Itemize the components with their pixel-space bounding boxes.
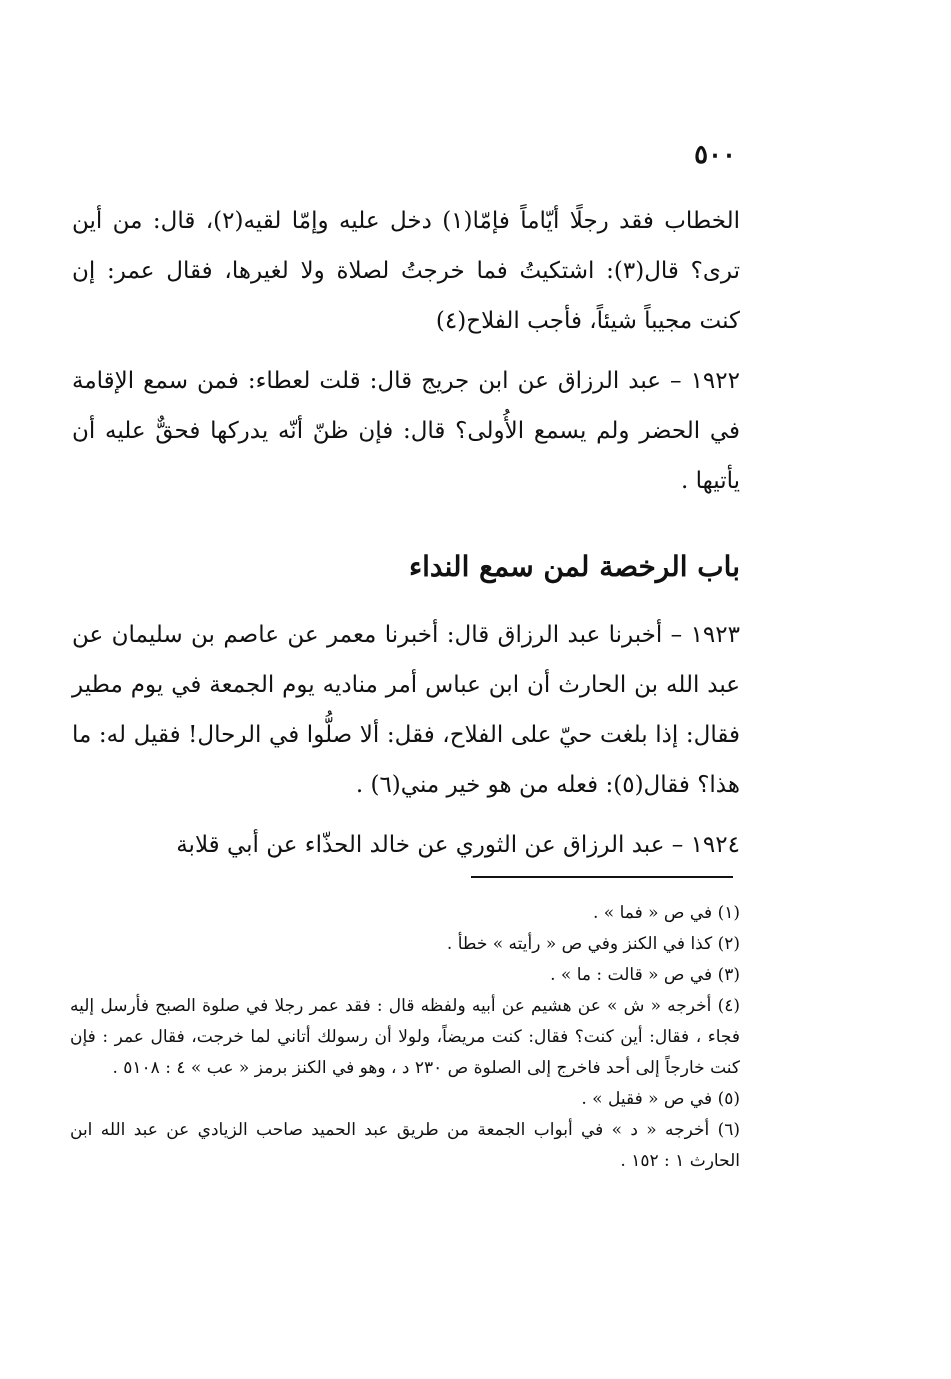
main-text: [72, 196, 740, 880]
footnotes: [70, 898, 740, 1177]
hadith-1923: ١٩٢٣ – أخبرنا عبد الرزاق قال: أخبرنا معمر عن عاصم بن سليمان عن عبد الله بن الحارث أن ابن عباس أمر مناديه يوم الجمعة في يوم مطير فقال: إذا بلغت حيّ على الفلاح، فقل: ألا صلُّوا في الرحال! فقيل له: ما هذا؟ فقال(٥): فعله من هو خير مني(٦) .: [72, 622, 740, 798]
footnote-3: (٣) في ص « قالت : ما » .: [550, 965, 740, 985]
footnote-5: (٥) في ص « فقيل » .: [581, 1089, 740, 1109]
footnote-2: (٢) كذا في الكنز وفي ص « رأيته » خطأ .: [446, 934, 740, 954]
page-number: ٥٠٠: [694, 140, 736, 170]
footnote-6: (٦) أخرجه « د » في أبواب الجمعة من طريق عبد الحميد صاحب الزيادي عن عبد الله ابن الحارث ١ : ١٥٢ .: [70, 1120, 740, 1171]
hadith-1924: ١٩٢٤ – عبد الرزاق عن الثوري عن خالد الحذّاء عن أبي قلابة: [176, 832, 740, 858]
hadith-1922: ١٩٢٢ – عبد الرزاق عن ابن جريج قال: قلت لعطاء: فمن سمع الإقامة في الحضر ولم يسمع الأُولى؟ قال: فإن ظنّ أنّه يدركها فحقٌّ عليه أن يأتيها .: [72, 368, 740, 494]
footnote-1: (١) في ص « فما » .: [592, 903, 740, 923]
chapter-heading: باب الرخصة لمن سمع النداء: [408, 550, 740, 583]
footnote-divider: [471, 876, 733, 878]
footnote-4: (٤) أخرجه « ش » عن هشيم عن أبيه ولفظه قال : فقد عمر رجلا في صلوة الصبح فأرسل إليه فجاء ، فقال: أين كنت؟ فقال: كنت مريضاً، ولولا أن رسولك أتاني لما خرجت، فقال عمر : فإن كنت خارجاً إلى أحد فاخرج إلى الصلوة ص ٢٣٠ د ، وهو في الكنز برمز « عب » ٤ : ٥١٠٨ .: [70, 996, 740, 1078]
paragraph-continuation: الخطاب فقد رجلًا أيّاماً فإمّا(١) دخل عليه وإمّا لقيه(٢)، قال: من أين ترى؟ قال(٣): اشتكيتُ فما خرجتُ لصلاة ولا لغيرها، فقال عمر: إن كنت مجيباً شيئاً، فأجب الفلاح(٤): [72, 208, 740, 334]
